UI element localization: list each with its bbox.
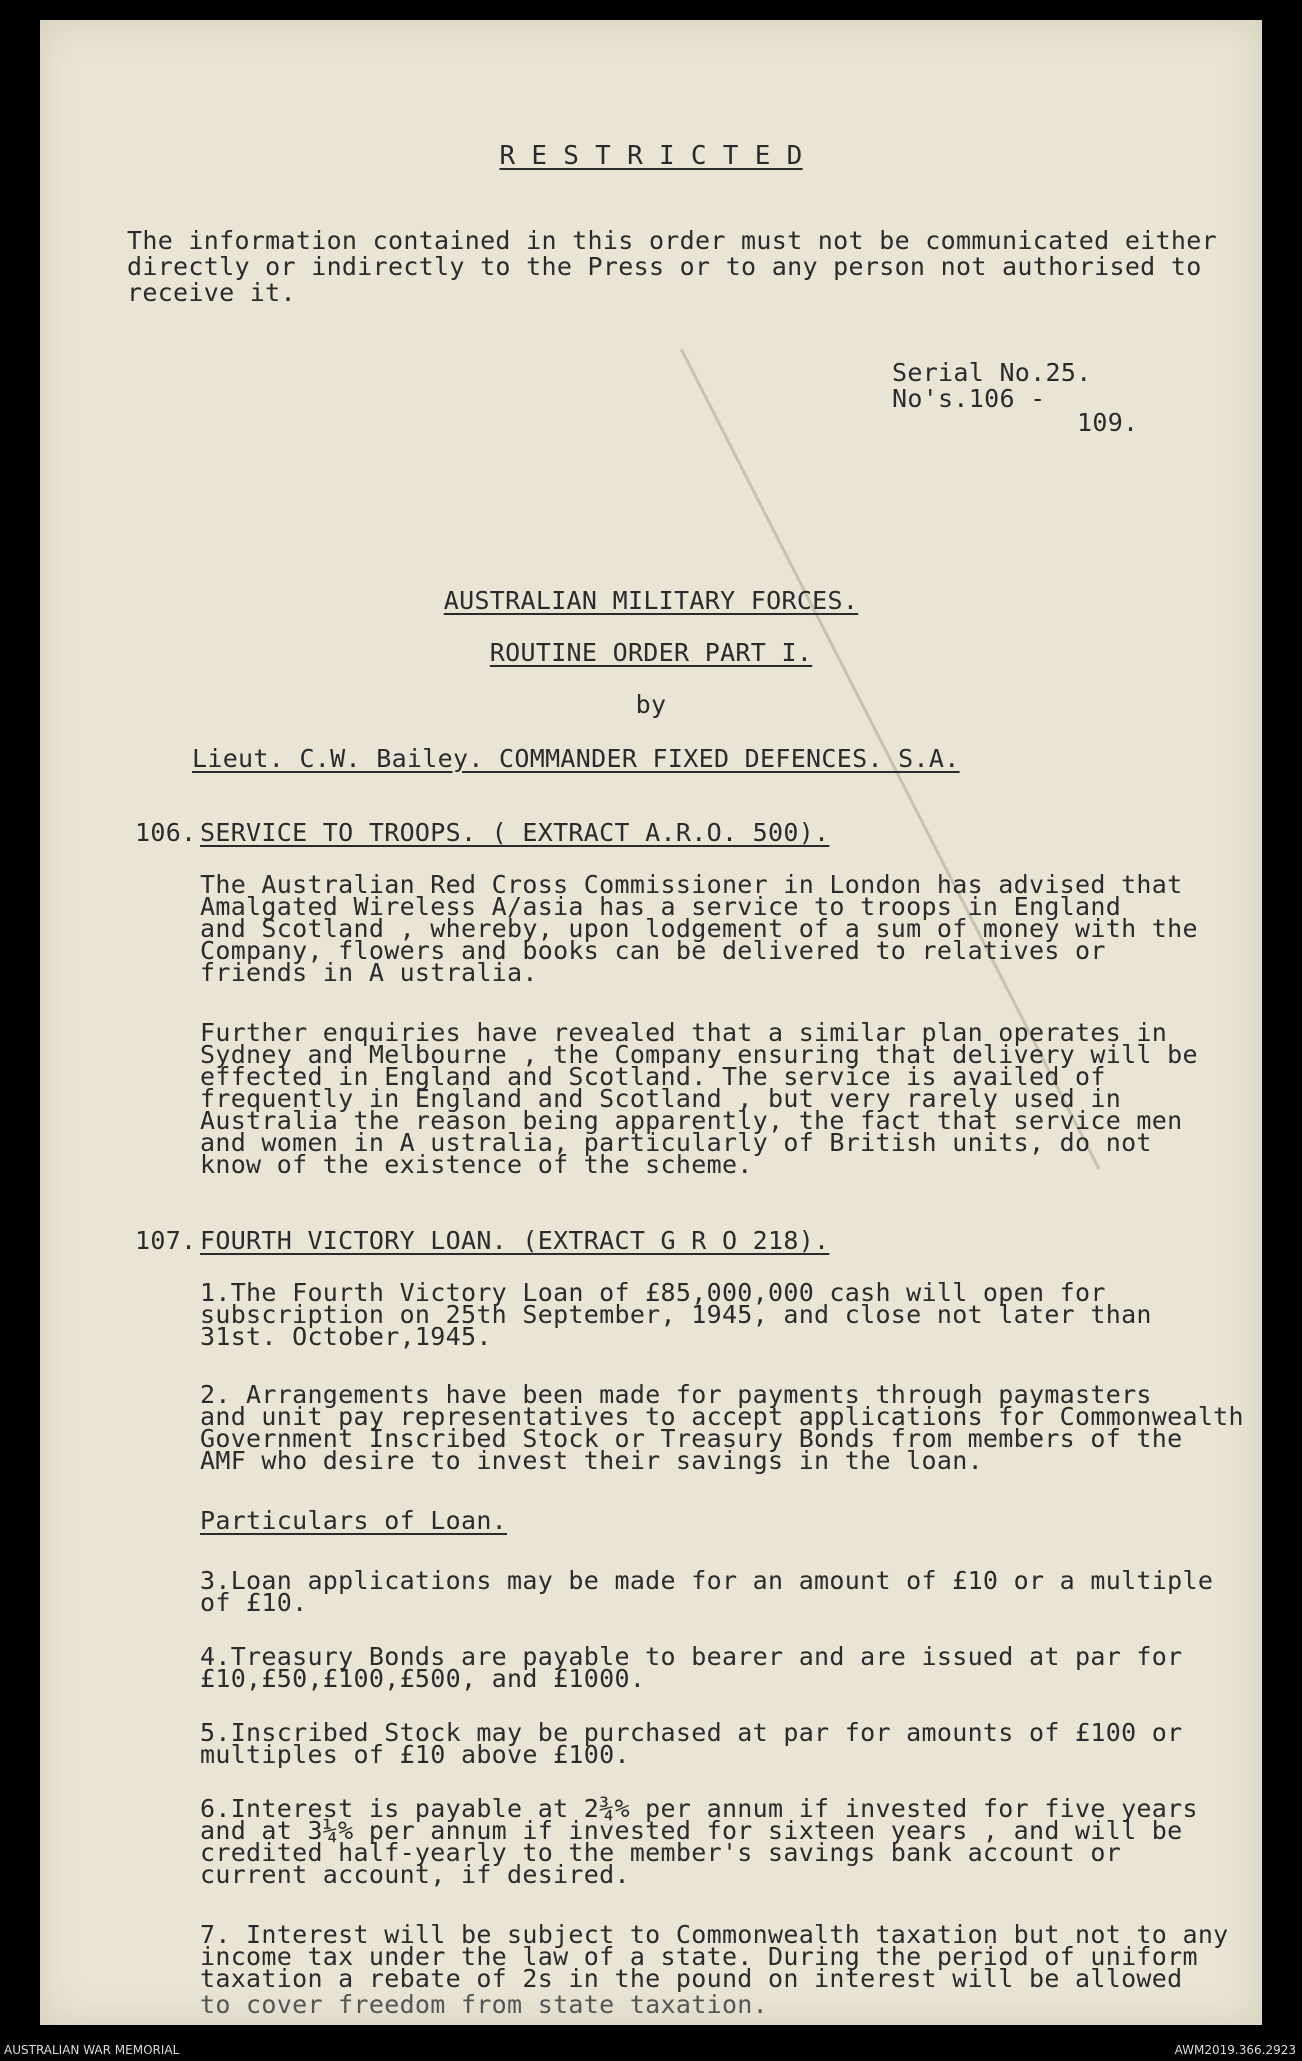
- s106-p1-line-5: friends in A ustralia.: [200, 958, 538, 987]
- s107-p7-line-2: income tax under the law of a state. During the period of uniform: [200, 1942, 1198, 1971]
- s107-p7-line-3: taxation a rebate of 2s in the pound on interest will be allowed: [200, 1964, 1183, 1993]
- s107-p1-line-1: 1.The Fourth Victory Loan of £85,000,000 cash will open for: [200, 1278, 1106, 1307]
- loan-particulars-heading: Particulars of Loan.: [200, 1506, 508, 1535]
- s107-p6-line-2: and at 3¼% per annum if invested for sixteen years , and will be: [200, 1816, 1183, 1845]
- s107-p2-line-3: Government Inscribed Stock or Treasury Bonds from members of the: [200, 1424, 1183, 1453]
- s106-p2-line-4: frequently in England and Scotland , but very rarely used in: [200, 1084, 1122, 1113]
- section-106-heading: SERVICE TO TROOPS. ( EXTRACT A.R.O. 500).: [200, 818, 830, 847]
- title-line-1: AUSTRALIAN MILITARY FORCES.: [443, 586, 859, 615]
- s106-p2-line-6: and women in A ustralia, particularly of British units, do not: [200, 1128, 1152, 1157]
- s107-p2-line-1: 2. Arrangements have been made for payments through paymasters: [200, 1380, 1152, 1409]
- s107-p7-line-4: to cover freedom from state taxation.: [200, 1990, 768, 2019]
- s107-p6-line-1: 6.Interest is payable at 2¾% per annum if invested for five years: [200, 1794, 1198, 1823]
- restricted-marking: R E S T R I C T E D: [499, 141, 803, 171]
- s107-p1-line-3: 31st. October,1945.: [200, 1322, 492, 1351]
- s106-p2-line-3: effected in England and Scotland. The service is availed of: [200, 1062, 1106, 1091]
- s106-p1-line-1: The Australian Red Cross Commissioner in London has advised that: [200, 870, 1183, 899]
- footer-accession-number: AWM2019.366.2923: [1174, 2043, 1296, 2057]
- title-line-4: Lieut. C.W. Bailey. COMMANDER FIXED DEFENCES. S.A.: [192, 744, 960, 773]
- section-107-heading: FOURTH VICTORY LOAN. (EXTRACT G R O 218).: [200, 1226, 830, 1255]
- notice-line-1: The information contained in this order must not be communicated either: [127, 226, 1217, 255]
- order-numbers-end: 109.: [1077, 408, 1139, 437]
- s107-p7-line-1: 7. Interest will be subject to Commonwealth taxation but not to any: [200, 1920, 1229, 1949]
- s107-p3-line-2: of £10.: [200, 1588, 308, 1617]
- order-numbers: No's.106 -: [892, 384, 1046, 413]
- s107-p5-line-2: multiples of £10 above £100.: [200, 1740, 630, 1769]
- s106-p2-line-7: know of the existence of the scheme.: [200, 1150, 753, 1179]
- serial-number: Serial No.25.: [892, 358, 1092, 387]
- s107-p2-line-2: and unit pay representatives to accept applications for Commonwealth: [200, 1402, 1244, 1431]
- s107-p5-line-1: 5.Inscribed Stock may be purchased at par for amounts of £100 or: [200, 1718, 1183, 1747]
- s106-p2-line-5: Australia the reason being apparently, the fact that service men: [200, 1106, 1183, 1135]
- notice-line-3: receive it.: [127, 278, 296, 307]
- footer-credit: AUSTRALIAN WAR MEMORIAL: [4, 2043, 180, 2057]
- s106-p2-line-1: Further enquiries have revealed that a similar plan operates in: [200, 1018, 1168, 1047]
- s107-p6-line-3: credited half-yearly to the member's savings bank account or: [200, 1838, 1122, 1867]
- s106-p1-line-4: Company, flowers and books can be delivered to relatives or: [200, 936, 1106, 965]
- document-page: [40, 20, 1262, 2025]
- section-106-number: 106.: [135, 818, 197, 847]
- s107-p2-line-4: AMF who desire to invest their savings in the loan.: [200, 1446, 983, 1475]
- notice-line-2: directly or indirectly to the Press or to any person not authorised to: [127, 252, 1202, 281]
- section-107-number: 107.: [135, 1226, 197, 1255]
- title-line-3: by: [635, 690, 667, 719]
- s107-p1-line-2: subscription on 25th September, 1945, and close not later than: [200, 1300, 1152, 1329]
- s107-p4-line-2: £10,£50,£100,£500, and £1000.: [200, 1664, 646, 1693]
- s106-p2-line-2: Sydney and Melbourne , the Company ensuring that delivery will be: [200, 1040, 1198, 1069]
- s107-p6-line-4: current account, if desired.: [200, 1860, 630, 1889]
- s106-p1-line-2: Amalgated Wireless A/asia has a service to troops in England: [200, 892, 1122, 921]
- s107-p3-line-1: 3.Loan applications may be made for an amount of £10 or a multiple: [200, 1566, 1214, 1595]
- s107-p4-line-1: 4.Treasury Bonds are payable to bearer and are issued at par for: [200, 1642, 1183, 1671]
- title-line-2: ROUTINE ORDER PART I.: [489, 638, 813, 667]
- s106-p1-line-3: and Scotland , whereby, upon lodgement of a sum of money with the: [200, 914, 1198, 943]
